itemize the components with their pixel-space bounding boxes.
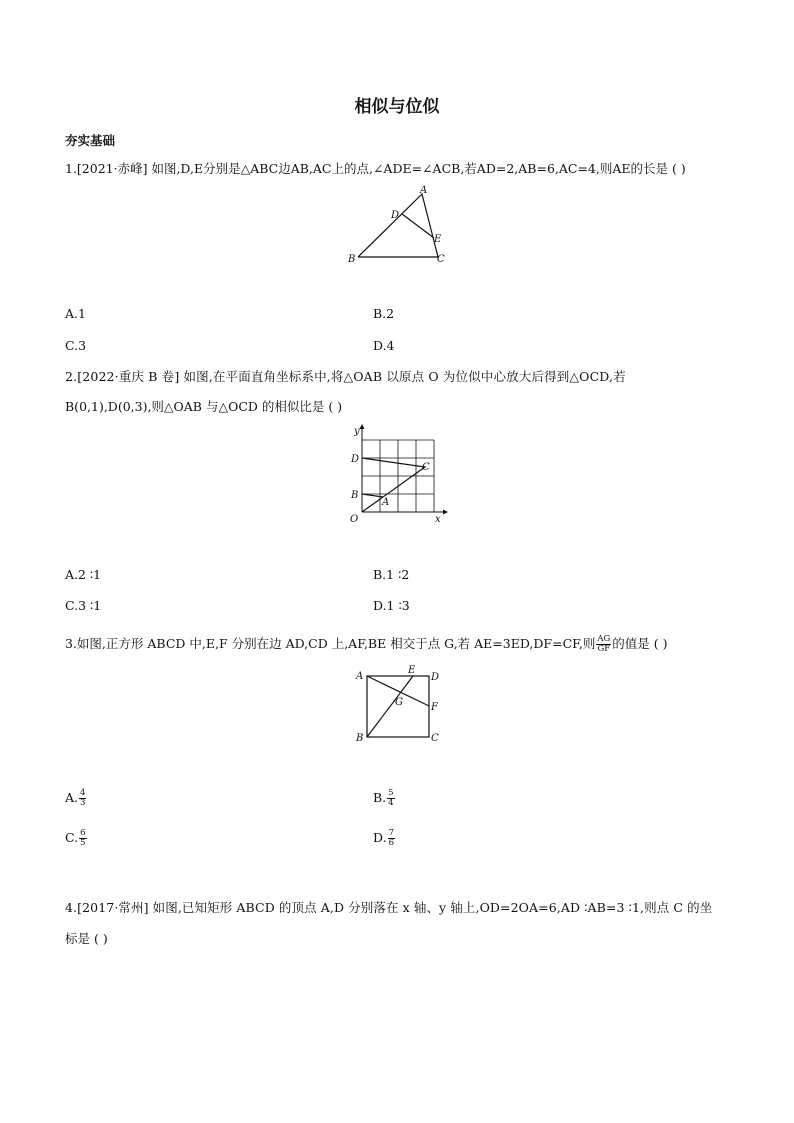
section-heading: 夯实基础 (65, 133, 116, 148)
point-label-e: E (408, 665, 416, 676)
point-label-b: B (348, 254, 356, 265)
fraction-denominator: GF (597, 644, 611, 654)
question-2-option-d[interactable]: D.1 ∶3 (373, 598, 410, 613)
question-4-stem-line-1: 4.[2017·常州] 如图,已知矩形 ABCD 的顶点 A,D 分别落在 x 轴、y 轴上,OD=2OA=6,AD ∶AB=3 ∶1,则点 C 的坐 (65, 900, 713, 915)
option-letter: C. (65, 830, 79, 845)
fraction-denominator: 4 (388, 798, 394, 808)
question-3-option-c[interactable] (65, 829, 88, 848)
question-1-stem: 1.[2021·赤峰] 如图,D,E分别是△ABC边AB,AC上的点,∠ADE=∠ACB,若AD=2,AB=6,AC=4,则AE的长是 ( ) (65, 161, 686, 176)
question-2-stem-line-1: 2.[2022·重庆 B 卷] 如图,在平面直角坐标系中,将△OAB 以原点 O 为位似中心放大后得到△OCD,若 (65, 369, 626, 384)
question-2-option-c[interactable]: C.3 ∶1 (65, 598, 102, 613)
point-label-c: C (422, 462, 430, 473)
point-label-e: E (434, 234, 442, 245)
point-label-d: D (431, 672, 440, 683)
point-label-a: A (382, 497, 390, 508)
triangle-abc (358, 194, 438, 257)
question-3-stem-text: 3.如图,正方形 ABCD 中,E,F 分别在边 AD,CD 上,AF,BE 相交于点 G,若 AE=3ED,DF=CF,则 (65, 636, 596, 651)
question-2-option-b[interactable]: B.1 ∶2 (373, 567, 410, 582)
question-3-option-b[interactable] (373, 789, 396, 808)
point-label-f: F (431, 702, 438, 713)
question-3-option-a[interactable] (65, 789, 87, 808)
fraction-denominator: 3 (80, 798, 86, 808)
fraction-denominator: 6 (388, 838, 394, 848)
point-label-b: B (351, 490, 359, 501)
question-1-option-c[interactable]: C.3 (65, 338, 87, 353)
point-label-g: G (395, 697, 403, 708)
segment-de (402, 214, 434, 238)
point-label-d: D (351, 454, 360, 465)
triangle-ocd (362, 458, 425, 512)
point-label-d: D (391, 210, 400, 221)
axis-label-x: x (435, 514, 441, 525)
fraction-numerator: 5 (388, 788, 394, 798)
question-1-triangle-figure (340, 185, 460, 270)
question-3-stem-fraction (596, 635, 611, 654)
point-label-b: B (356, 733, 364, 744)
segment-be (367, 676, 413, 737)
point-label-c: C (437, 254, 445, 265)
question-1-option-b[interactable]: B.2 (373, 306, 395, 321)
question-2-stem-line-2: B(0,1),D(0,3),则△OAB 与△OCD 的相似比是 ( ) (65, 399, 343, 414)
question-2-coordinate-figure (345, 422, 450, 527)
question-1-option-d[interactable]: D.4 (373, 338, 395, 353)
question-3-stem (65, 635, 667, 654)
grid-lines (362, 440, 434, 512)
y-axis-arrow (360, 424, 365, 429)
x-axis-arrow (443, 510, 448, 515)
point-label-a: A (420, 185, 428, 196)
option-letter: D. (373, 830, 387, 845)
point-label-c: C (431, 733, 439, 744)
question-1-option-a[interactable]: A.1 (65, 306, 86, 321)
question-2-option-a[interactable]: A.2 ∶1 (65, 567, 102, 582)
page-title: 相似与位似 (354, 97, 440, 117)
point-label-o: O (350, 514, 359, 525)
fraction-numerator: 4 (80, 788, 86, 798)
point-label-a: A (356, 671, 364, 682)
question-4-stem-line-2: 标是 ( ) (65, 931, 108, 946)
axis-label-y: y (354, 426, 360, 437)
question-3-square-figure (352, 667, 447, 747)
fraction-denominator: 5 (80, 838, 86, 848)
fraction-numerator: 7 (388, 828, 394, 838)
fraction-numerator: AG (597, 634, 611, 644)
fraction-numerator: 6 (80, 828, 86, 838)
option-letter: B. (373, 790, 387, 805)
question-3-stem-tail: 的值是 ( ) (612, 636, 668, 651)
option-letter: A. (65, 790, 79, 805)
question-3-option-d[interactable] (373, 829, 396, 848)
